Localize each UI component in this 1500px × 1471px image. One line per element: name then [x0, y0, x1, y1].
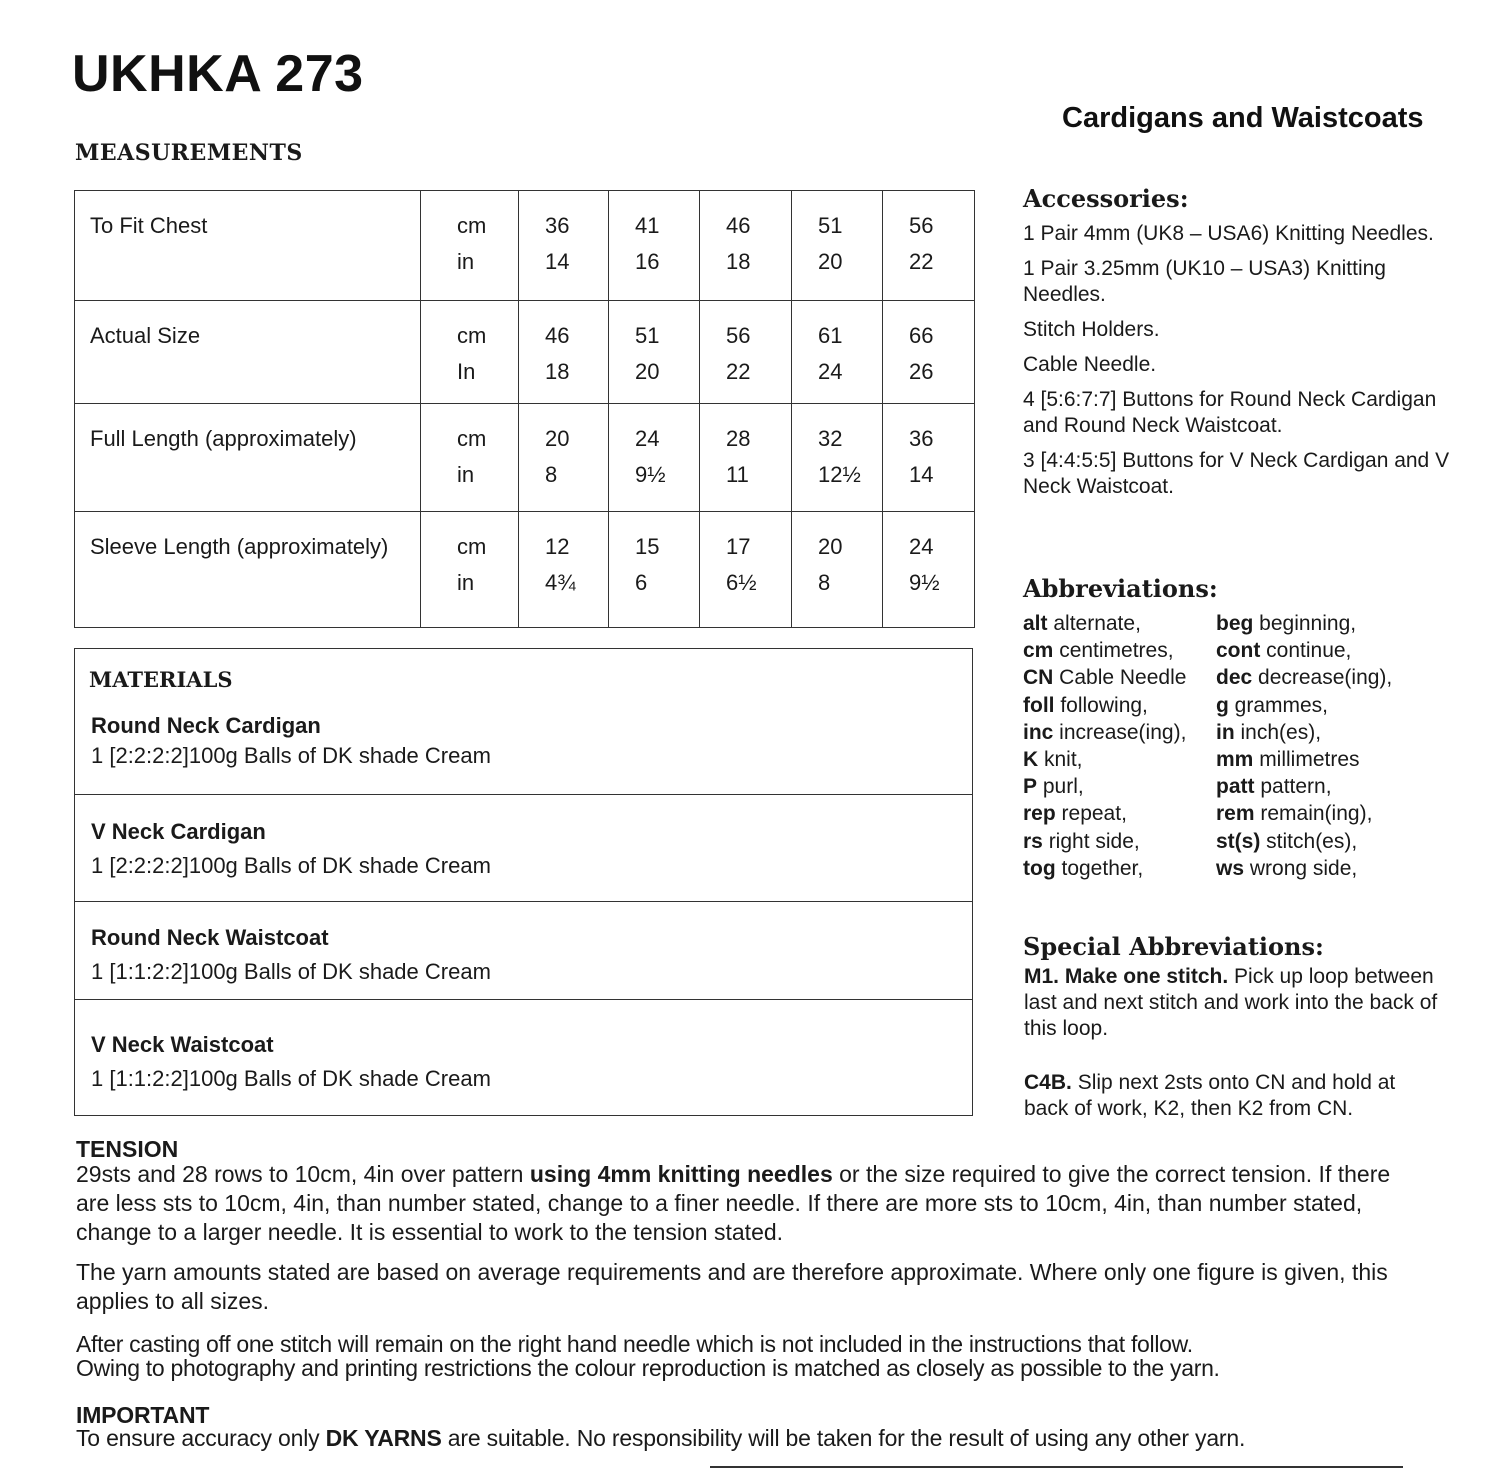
measurement-value: 36: [545, 213, 570, 238]
document-subtitle: Cardigans and Waistcoats: [1062, 102, 1424, 134]
tension-heading: TENSION: [76, 1136, 179, 1162]
materials-divider: [75, 901, 972, 902]
abbreviation-term: tog: [1023, 856, 1056, 880]
measurement-value-cell: [792, 512, 883, 628]
abbreviation-entry: [1216, 828, 1392, 855]
abbreviation-term: dec: [1216, 666, 1253, 690]
important-yarn-type: DK YARNS: [325, 1425, 442, 1451]
abbreviation-entry: [1023, 692, 1186, 719]
abbreviation-meaning: grammes,: [1228, 693, 1329, 717]
abbreviation-meaning: alternate,: [1047, 612, 1141, 635]
measurement-units: [421, 404, 519, 512]
measurement-value: 18: [726, 249, 751, 274]
measurement-value: 14: [545, 249, 570, 274]
accessory-item: 4 [5:6:7:7] Buttons for Round Neck Cardigan and Round Neck Waistcoat.: [1023, 388, 1437, 437]
abbreviation-meaning: inch(es),: [1234, 720, 1322, 744]
material-quantity: 1 [1:1:2:2]100g Balls of DK shade Cream: [91, 959, 491, 984]
abbreviation-term: foll: [1023, 693, 1055, 717]
measurement-value: 17: [726, 534, 751, 559]
measurement-value: 24: [818, 359, 843, 384]
abbreviation-meaning: knit,: [1038, 748, 1083, 772]
abbreviation-meaning: stitch(es),: [1260, 829, 1358, 853]
abbreviation-term: alt: [1023, 612, 1048, 635]
abbreviation-meaning: millimetres: [1253, 748, 1360, 772]
measurement-value: 4¾: [545, 570, 576, 595]
abbreviation-term: patt: [1216, 775, 1255, 799]
abbreviation-meaning: right side,: [1042, 829, 1140, 853]
material-item: [75, 713, 972, 769]
measurement-value: 66: [909, 323, 934, 348]
measurement-value-cell: [883, 404, 975, 512]
important-section: [76, 1404, 1416, 1450]
special-abbreviation-term: M1. Make one stitch.: [1024, 965, 1229, 988]
materials-heading: MATERIALS: [89, 667, 233, 692]
measurement-value: 56: [726, 323, 751, 348]
measurement-label: Actual Size: [75, 301, 421, 404]
abbreviation-meaning: decrease(ing),: [1252, 666, 1393, 690]
casting-off-note: After casting off one stitch will remain on the right hand needle which is not included in the instructions that follow.: [76, 1331, 1193, 1357]
abbreviation-entry: [1023, 746, 1186, 773]
measurement-value-cell: [700, 404, 792, 512]
measurement-value: 20: [635, 359, 660, 384]
abbreviation-entry: [1216, 692, 1392, 719]
photography-note: Owing to photography and printing restrictions the colour reproduction is matched as closely as possible to the yarn.: [76, 1355, 1220, 1381]
abbreviation-meaning: increase(ing),: [1053, 720, 1187, 744]
abbreviation-entry: [1216, 773, 1392, 800]
measurement-value: 14: [909, 462, 934, 487]
measurement-value: 22: [909, 249, 934, 274]
abbreviation-term: cont: [1216, 639, 1261, 663]
accessory-item: 1 Pair 3.25mm (UK10 – USA3) Knitting Needles.: [1023, 257, 1386, 306]
abbreviation-term: rs: [1023, 829, 1043, 853]
abbreviation-entry: [1023, 637, 1186, 664]
bottom-rule: [710, 1466, 1403, 1468]
measurements-table: [74, 190, 975, 628]
measurement-unit: cm: [457, 213, 487, 238]
special-abbreviation-item: [1024, 964, 1444, 1042]
measurement-label: Sleeve Length (approximately): [75, 512, 421, 628]
measurement-value: 12: [545, 534, 570, 559]
abbreviation-entry: [1023, 800, 1186, 827]
measurement-value: 46: [726, 213, 751, 238]
special-abbreviation-item: [1024, 1070, 1444, 1122]
measurement-value: 36: [909, 426, 934, 451]
measurement-value: 28: [726, 426, 751, 451]
abbreviation-meaning: continue,: [1260, 639, 1352, 663]
measurement-units: [421, 191, 519, 301]
important-text: To ensure accuracy only: [76, 1425, 326, 1451]
abbreviation-term: beg: [1216, 612, 1254, 635]
accessories-section: [1023, 186, 1463, 500]
measurement-value-cell: [519, 301, 609, 404]
abbreviation-entry: [1216, 800, 1392, 827]
measurement-value-cell: [519, 404, 609, 512]
special-abbreviation-text: Pick up loop between last and next stitch and work into the back of this loop.: [1024, 965, 1438, 1040]
material-name: Round Neck Cardigan: [91, 713, 321, 738]
abbreviation-entry: [1216, 637, 1392, 664]
measurement-value-cell: [519, 512, 609, 628]
abbreviation-term: inc: [1023, 720, 1054, 744]
measurement-unit: cm: [457, 426, 487, 451]
accessory-item: 1 Pair 4mm (UK8 – USA6) Knitting Needles.: [1023, 222, 1434, 245]
abbreviation-entry: [1216, 746, 1392, 773]
important-text-continued: are suitable. No responsibility will be taken for the result of using any other yarn.: [441, 1425, 1246, 1451]
abbreviation-meaning: together,: [1055, 856, 1144, 880]
abbreviation-term: cm: [1023, 639, 1054, 663]
measurement-unit: in: [457, 462, 475, 487]
measurement-value-cell: [609, 301, 700, 404]
measurement-value: 46: [545, 323, 570, 348]
abbreviation-meaning: pattern,: [1254, 775, 1332, 799]
measurement-unit: cm: [457, 534, 487, 559]
abbreviation-term: ws: [1216, 856, 1245, 880]
measurement-value: 8: [545, 462, 558, 487]
material-quantity: 1 [2:2:2:2]100g Balls of DK shade Cream: [91, 853, 491, 878]
materials-divider: [75, 794, 972, 795]
measurement-value: 51: [635, 323, 660, 348]
measurement-value: 6½: [726, 570, 757, 595]
measurement-value: 51: [818, 213, 843, 238]
measurement-value: 9½: [635, 462, 666, 487]
measurement-row: [75, 301, 975, 404]
measurement-value: 16: [635, 249, 660, 274]
abbreviation-meaning: remain(ing),: [1254, 802, 1373, 826]
material-name: V Neck Waistcoat: [91, 1032, 274, 1057]
measurement-unit: cm: [457, 323, 487, 348]
abbreviation-meaning: centimetres,: [1053, 639, 1174, 663]
abbreviation-term: K: [1023, 748, 1039, 772]
measurement-value: 12½: [818, 462, 861, 487]
measurements-heading: MEASUREMENTS: [75, 140, 303, 166]
measurement-label: To Fit Chest: [75, 191, 421, 301]
accessory-item: Stitch Holders.: [1023, 318, 1160, 341]
tension-text: 29sts and 28 rows to 10cm, 4in over pattern: [76, 1161, 530, 1187]
measurement-value-cell: [609, 404, 700, 512]
material-item: [75, 819, 972, 879]
measurement-value: 18: [545, 359, 570, 384]
measurement-value: 9½: [909, 570, 940, 595]
measurement-unit: In: [457, 359, 476, 384]
material-quantity: 1 [1:1:2:2]100g Balls of DK shade Cream: [91, 1066, 491, 1091]
measurement-value: 24: [635, 426, 660, 451]
measurement-value-cell: [609, 512, 700, 628]
abbreviation-term: rep: [1023, 802, 1056, 826]
abbreviation-meaning: following,: [1054, 693, 1148, 717]
accessory-item: Cable Needle.: [1023, 353, 1157, 376]
measurement-value: 56: [909, 213, 934, 238]
measurement-row: [75, 404, 975, 512]
abbreviation-meaning: purl,: [1037, 775, 1084, 799]
accessories-heading: Accessories:: [1023, 184, 1189, 213]
measurement-value-cell: [883, 191, 975, 301]
abbreviation-term: g: [1216, 693, 1229, 717]
abbreviation-entry: [1023, 610, 1186, 637]
abbreviation-entry: [1023, 664, 1186, 691]
abbreviation-entry: [1216, 610, 1392, 637]
abbreviation-term: in: [1216, 720, 1235, 744]
casting-off-notes: [76, 1332, 1416, 1380]
abbreviation-term: st(s): [1216, 829, 1261, 853]
yarn-amounts-note: The yarn amounts stated are based on average requirements and are therefore approximate. Where only one figure is given, this applies to all sizes.: [76, 1259, 1388, 1314]
abbreviation-meaning: repeat,: [1055, 802, 1127, 826]
pattern-code: UKHKA 273: [72, 45, 364, 103]
tension-section: [76, 1138, 1416, 1247]
measurement-value: 61: [818, 323, 843, 348]
measurement-value-cell: [700, 191, 792, 301]
material-item: [75, 925, 972, 985]
measurement-unit: in: [457, 249, 475, 274]
measurement-value-cell: [792, 301, 883, 404]
measurement-value: 24: [909, 534, 934, 559]
measurement-value: 22: [726, 359, 751, 384]
measurement-value-cell: [519, 191, 609, 301]
measurement-value: 20: [818, 249, 843, 274]
measurement-value-cell: [700, 512, 792, 628]
abbreviation-entry: [1023, 855, 1186, 882]
abbreviation-entry: [1216, 855, 1392, 882]
measurement-value-cell: [883, 512, 975, 628]
abbreviation-entry: [1023, 719, 1186, 746]
abbreviation-entry: [1023, 828, 1186, 855]
measurement-value-cell: [792, 404, 883, 512]
abbreviations-heading: Abbreviations:: [1023, 574, 1218, 603]
abbreviation-meaning: beginning,: [1253, 612, 1357, 635]
materials-box: [74, 648, 973, 1116]
abbreviation-term: P: [1023, 775, 1038, 799]
measurement-value: 26: [909, 359, 934, 384]
abbreviation-entry: [1216, 719, 1392, 746]
material-name: V Neck Cardigan: [91, 819, 266, 844]
abbreviation-term: CN: [1023, 666, 1054, 690]
measurement-value: 11: [726, 462, 749, 487]
measurement-value: 20: [545, 426, 570, 451]
accessory-item: 3 [4:4:5:5] Buttons for V Neck Cardigan and V Neck Waistcoat.: [1023, 449, 1450, 498]
measurement-units: [421, 301, 519, 404]
measurement-label: Full Length (approximately): [75, 404, 421, 512]
abbreviation-term: rem: [1216, 802, 1255, 826]
measurement-value: 41: [635, 213, 660, 238]
measurement-value: 20: [818, 534, 843, 559]
abbreviation-entry: [1216, 664, 1392, 691]
measurement-units: [421, 512, 519, 628]
abbreviation-meaning: wrong side,: [1244, 856, 1358, 880]
material-name: Round Neck Waistcoat: [91, 925, 329, 950]
measurement-value: 32: [818, 426, 843, 451]
tension-text-continued: or the size required to give the correct tension. If there are less sts to 10cm, 4in, than number stated, change to a finer needle. If there are more sts to 10cm, 4in, than number stated, change to a larger needle. It is essential to work to the tension stated.: [76, 1161, 1391, 1245]
abbreviation-meaning: Cable Needle: [1053, 666, 1187, 690]
measurement-value-cell: [792, 191, 883, 301]
materials-divider: [75, 999, 972, 1000]
measurement-value: 6: [635, 570, 648, 595]
important-heading: IMPORTANT: [76, 1402, 210, 1428]
measurement-value: 15: [635, 534, 660, 559]
special-abbreviations-heading: Special Abbreviations:: [1023, 932, 1324, 961]
abbreviation-term: mm: [1216, 748, 1254, 772]
measurement-row: [75, 512, 975, 628]
special-abbreviation-term: C4B.: [1024, 1071, 1072, 1094]
material-quantity: 1 [2:2:2:2]100g Balls of DK shade Cream: [91, 743, 491, 768]
special-abbreviation-text: Slip next 2sts onto CN and hold at back of work, K2, then K2 from CN.: [1024, 1071, 1396, 1120]
tension-needle-size: using 4mm knitting needles: [529, 1161, 833, 1187]
measurement-value: 8: [818, 570, 831, 595]
material-item: [75, 1032, 972, 1092]
measurement-unit: in: [457, 570, 475, 595]
abbreviation-entry: [1023, 773, 1186, 800]
measurement-value-cell: [700, 301, 792, 404]
measurement-row: [75, 191, 975, 301]
measurement-value-cell: [609, 191, 700, 301]
measurement-value-cell: [883, 301, 975, 404]
